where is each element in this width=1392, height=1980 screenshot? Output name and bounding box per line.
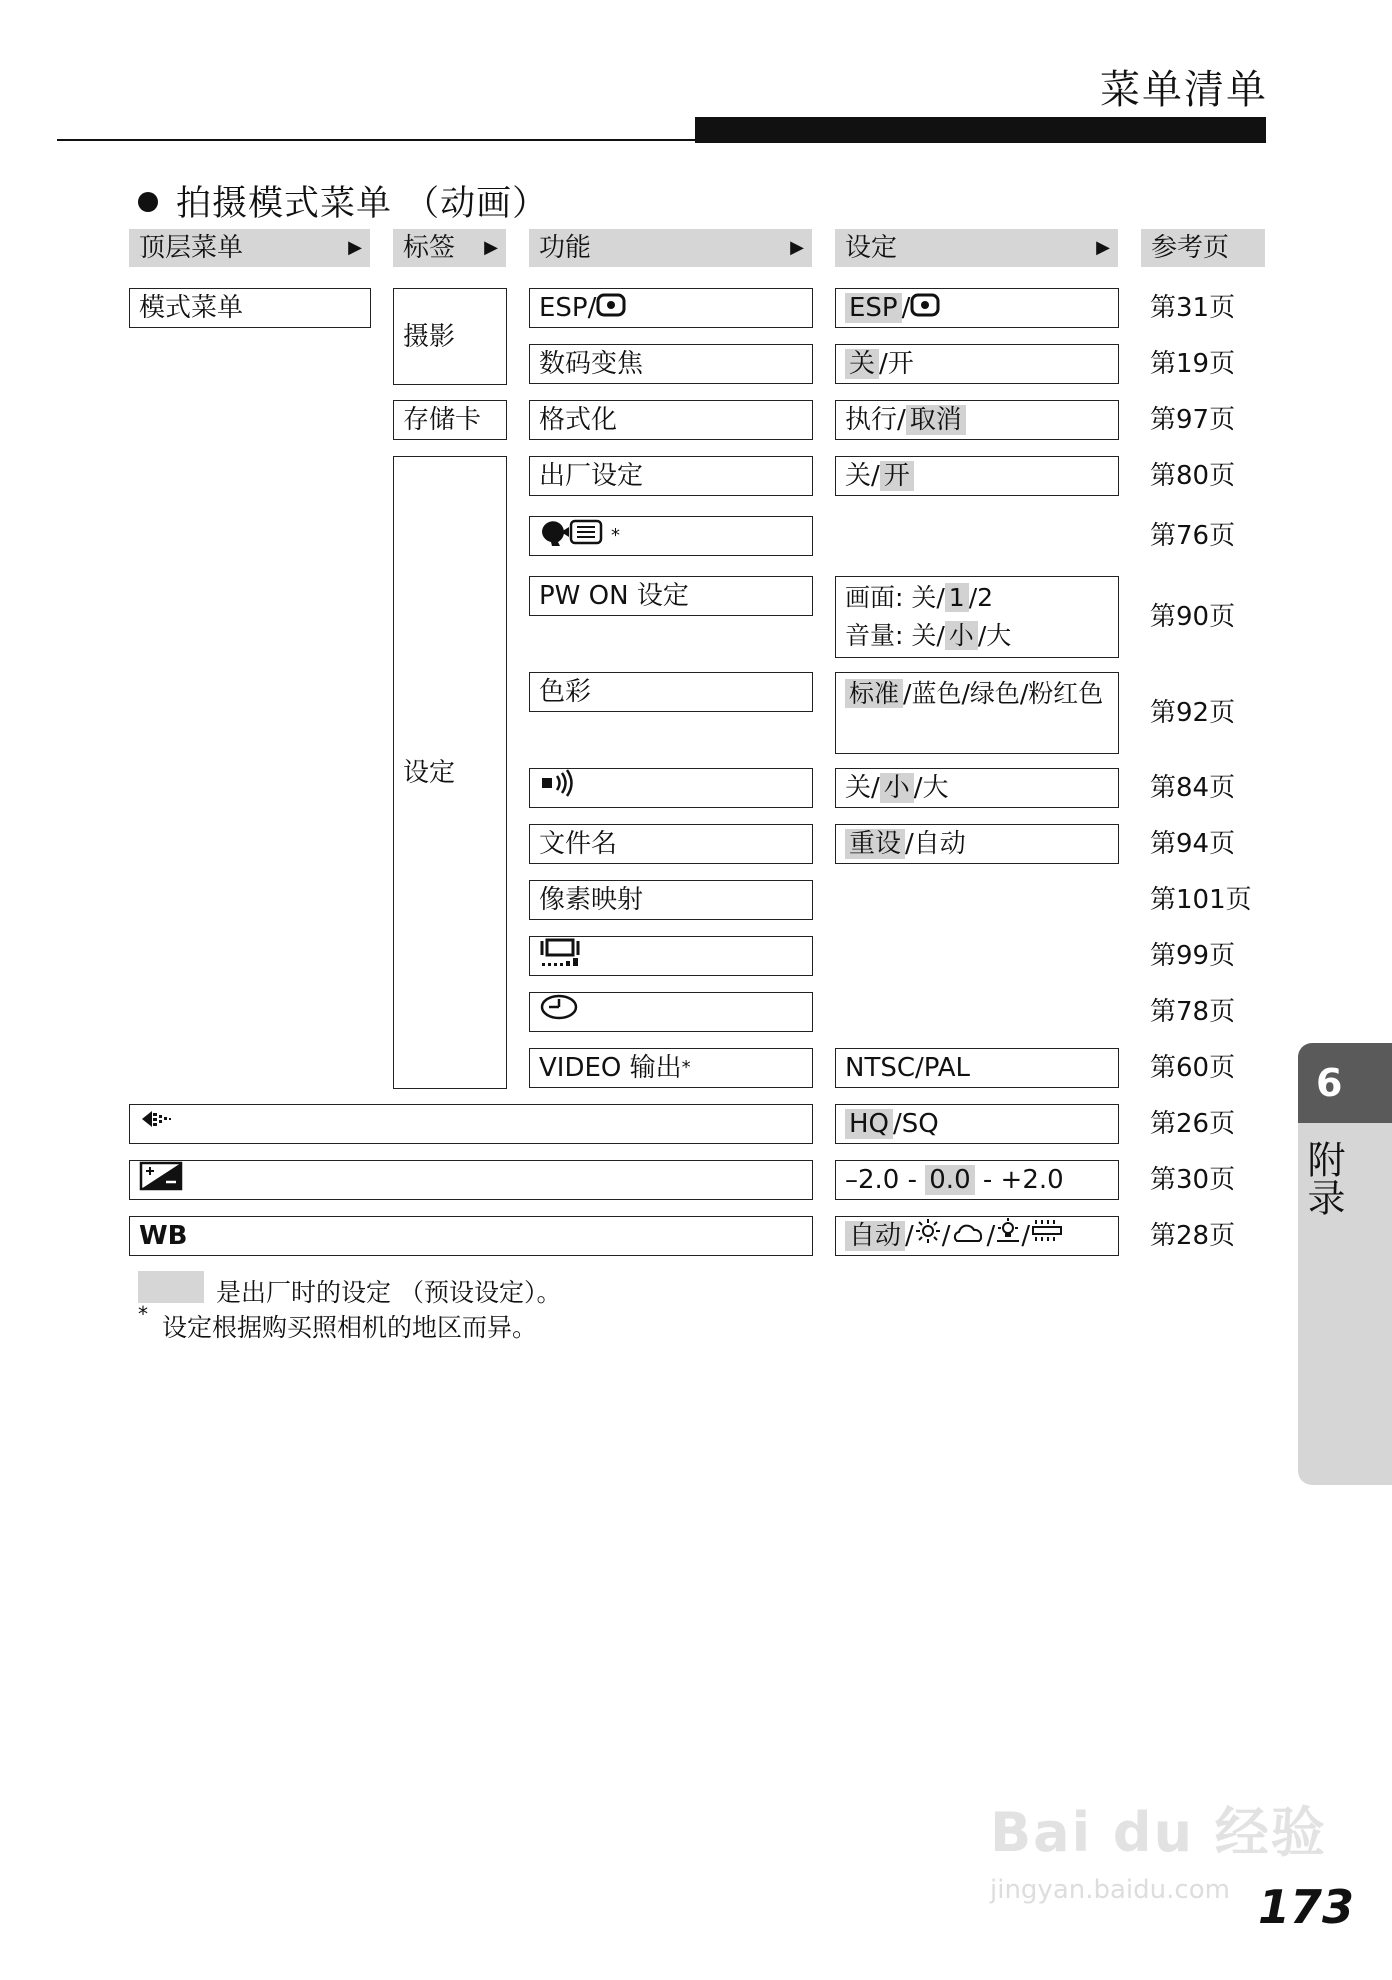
- page-ref-language: 第76页: [1150, 521, 1236, 551]
- setting-color: 标准 /蓝色/绿色/粉红色: [835, 672, 1119, 754]
- watermark-url: jingyan.baidu.com: [990, 1875, 1230, 1905]
- page-ref-monitor: 第99页: [1150, 941, 1236, 971]
- header-function: 功能 ▶: [529, 229, 812, 267]
- monitor-brightness-icon: [539, 937, 585, 980]
- page-ref-video-out: 第60页: [1150, 1053, 1236, 1083]
- func-color: 色彩: [529, 672, 813, 712]
- fluorescent-icon: [1030, 1217, 1064, 1256]
- default-setting-swatch: [138, 1271, 204, 1303]
- bulb-icon: [995, 1217, 1021, 1256]
- page-ref-reset: 第80页: [1150, 461, 1236, 491]
- pw-on-volume: 音量: 关/ 小 /大: [845, 621, 1012, 650]
- func-language: *: [529, 516, 813, 556]
- setting-pw-on: [835, 576, 1119, 658]
- setting-beep: 关/ 小 /大: [835, 768, 1119, 808]
- tag-shooting: 摄影: [393, 288, 507, 385]
- legend-region-note: 设定根据购买照相机的地区而异。: [162, 1313, 538, 1342]
- header-rule: [57, 139, 697, 141]
- tag-card: 存储卡: [393, 400, 507, 440]
- watermark-brand: Bai du 经验: [990, 1801, 1327, 1864]
- func-pixel-map: 像素映射: [529, 880, 813, 920]
- func-exposure: [129, 1160, 813, 1200]
- spot-metering-icon: [596, 290, 626, 328]
- func-video-out: VIDEO 输出*: [529, 1048, 813, 1088]
- setting-format: 执行/ 取消: [835, 400, 1119, 440]
- legend-asterisk: *: [138, 1302, 148, 1326]
- chapter-label: 附录: [1301, 1140, 1345, 1216]
- setting-esp: ESP /: [835, 288, 1119, 328]
- arrow-right-icon: ▶: [348, 237, 362, 258]
- func-wb: WB: [129, 1216, 813, 1256]
- quality-icon: [139, 1105, 183, 1144]
- page-ref-zoom: 第19页: [1150, 349, 1236, 379]
- func-filename: 文件名: [529, 824, 813, 864]
- pw-on-screen: 画面: 关/ 1 /2: [845, 583, 994, 612]
- arrow-right-icon: ▶: [1096, 237, 1110, 258]
- setting-wb: 自动 / / / /: [835, 1216, 1119, 1256]
- page-ref-quality: 第26页: [1150, 1109, 1236, 1139]
- beep-icon: [539, 769, 579, 808]
- func-esp: ESP/: [529, 288, 813, 328]
- page-ref-format: 第97页: [1150, 405, 1236, 435]
- page-ref-filename: 第94页: [1150, 829, 1236, 859]
- setting-quality: HQ /SQ: [835, 1104, 1119, 1144]
- page-ref-exposure: 第30页: [1150, 1165, 1236, 1195]
- page-ref-wb: 第28页: [1150, 1221, 1236, 1251]
- legend-default-note: 是出厂时的设定 （预设设定）。: [216, 1278, 562, 1307]
- header-ref-page: 参考页: [1141, 229, 1265, 267]
- page-ref-color: 第92页: [1150, 698, 1236, 728]
- setting-zoom: 关 /开: [835, 344, 1119, 384]
- page-ref-pw-on: 第90页: [1150, 602, 1236, 632]
- func-monitor: [529, 936, 813, 976]
- func-zoom: 数码变焦: [529, 344, 813, 384]
- language-icon: [539, 517, 611, 558]
- section-title: 拍摄模式菜单 （动画）: [138, 176, 548, 226]
- clock-icon: [539, 993, 579, 1032]
- page-ref-beep: 第84页: [1150, 773, 1236, 803]
- header-bar: [695, 117, 1266, 143]
- header-setting: 设定 ▶: [835, 229, 1118, 267]
- page-title: 菜单清单: [1100, 67, 1268, 113]
- sun-icon: [914, 1217, 942, 1256]
- func-clock: [529, 992, 813, 1032]
- arrow-right-icon: ▶: [484, 237, 498, 258]
- mode-menu-box: 模式菜单: [129, 288, 371, 328]
- func-beep: [529, 768, 813, 808]
- page-ref-pixel-map: 第101页: [1150, 885, 1252, 915]
- func-reset: 出厂设定: [529, 456, 813, 496]
- header-tag: 标签 ▶: [393, 229, 506, 267]
- func-format: 格式化: [529, 400, 813, 440]
- func-quality: [129, 1104, 813, 1144]
- arrow-right-icon: ▶: [790, 237, 804, 258]
- page-ref-esp: 第31页: [1150, 293, 1236, 323]
- page-ref-clock: 第78页: [1150, 997, 1236, 1027]
- setting-reset: 关/ 开: [835, 456, 1119, 496]
- setting-exposure: –2.0 - 0.0 - +2.0: [835, 1160, 1119, 1200]
- spot-metering-icon: [910, 290, 940, 328]
- chapter-number-tab[interactable]: 6: [1298, 1043, 1392, 1123]
- setting-video-out: NTSC/PAL: [835, 1048, 1119, 1088]
- page-number: 173: [1258, 1880, 1355, 1934]
- func-pw-on: PW ON 设定: [529, 576, 813, 616]
- cloud-icon: [951, 1218, 987, 1256]
- setting-filename: 重设 /自动: [835, 824, 1119, 864]
- exposure-comp-icon: [139, 1161, 185, 1202]
- header-top-menu: 顶层菜单 ▶: [129, 229, 370, 267]
- tag-setup: 设定: [393, 456, 507, 1089]
- bullet-icon: [138, 192, 158, 212]
